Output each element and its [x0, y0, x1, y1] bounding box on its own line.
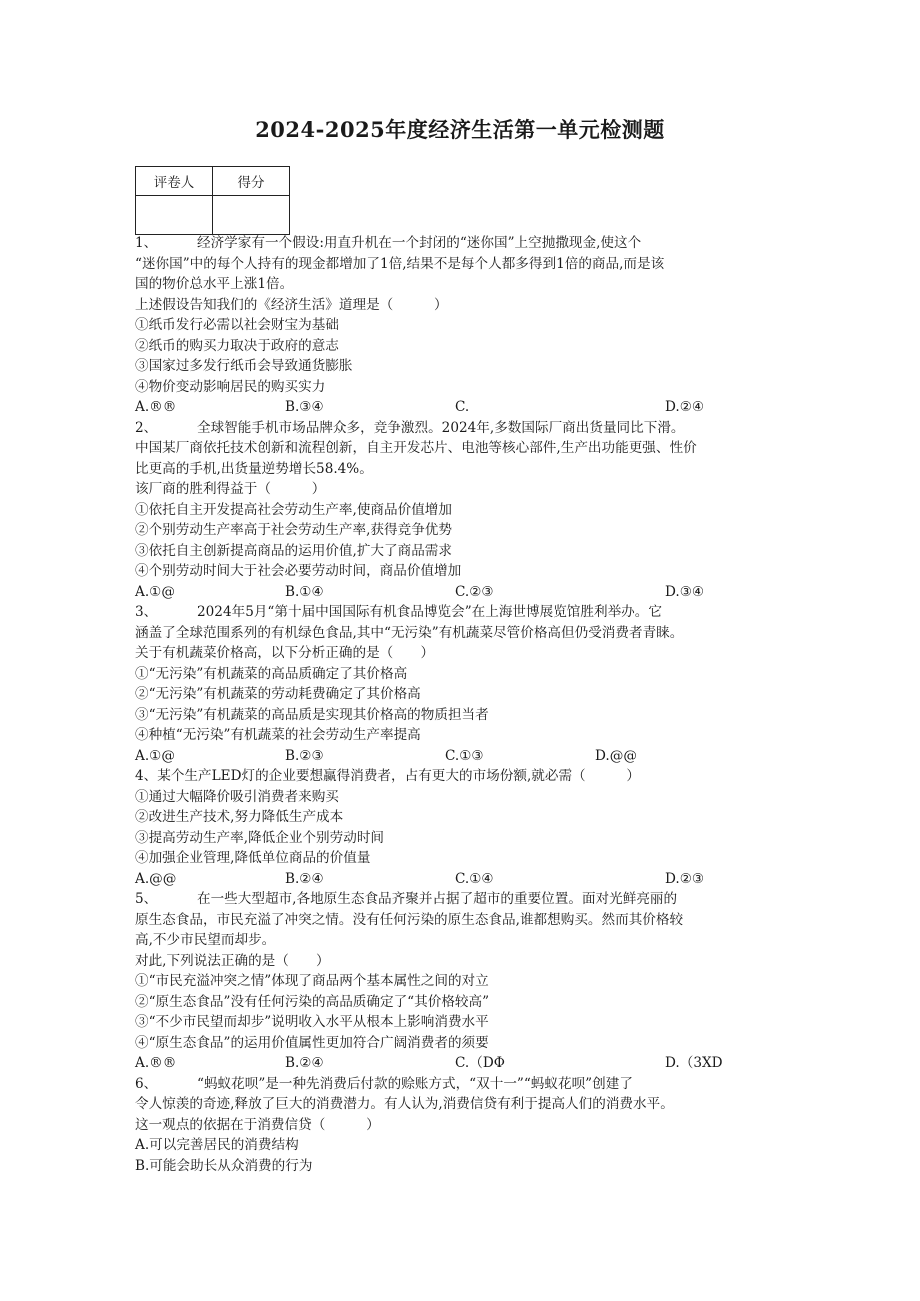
question-number: 6、 [135, 1075, 158, 1092]
question-list [135, 233, 795, 1176]
question-number: 2、 [135, 419, 158, 436]
statement-item: ①依托自主开发提高社会劳动生产率,使商品价值增加 [135, 501, 452, 518]
statement-item: ①“无污染”有机蔬菜的高品质确定了其价格高 [135, 665, 408, 682]
statement-item: ④种植“无污染”有机蔬菜的社会劳动生产率提高 [135, 727, 421, 743]
question-stem-line: 国的物价总水平上涨1倍。 [135, 276, 294, 292]
question-stem-line: 原生态食品，市民充溢了冲突之情。没有任何污染的原生态食品,谁都想购买。然而其价格较 [135, 911, 684, 928]
question-5 [135, 889, 795, 1074]
statement-item: ②“无污染”有机蔬菜的劳动耗费确定了其价格高 [135, 686, 421, 702]
question-stem-line: 令人惊羡的奇迹,释放了巨大的消费潜力。有人认为,消费信贷有利于提高人们的消费水平。 [135, 1096, 674, 1112]
option-a[interactable]: A.①@ [135, 747, 175, 764]
statement-item: ②纸币的购买力取决于政府的意志 [135, 337, 339, 354]
statement-item: ④物价变动影响居民的购买实力 [135, 378, 326, 395]
question-2 [135, 418, 795, 603]
question-number: 5、 [135, 891, 158, 907]
question-6 [135, 1074, 795, 1177]
option-b[interactable]: B.②④ [285, 870, 324, 887]
question-prompt: 对此,下列说法正确的是（ ） [135, 952, 330, 969]
question-stem-line: 全球智能手机市场品牌众多，竞争激烈。2024年,多数国际厂商出货量同比下滑。 [197, 419, 685, 436]
question-stem-line: 2024年5月“第十届中国国际有机食品博览会”在上海世博展览馆胜利举办。它 [197, 604, 662, 620]
statement-item: ②个别劳动生产率高于社会劳动生产率,获得竞争优势 [135, 522, 452, 538]
grader-header: 评卷人 [136, 167, 213, 196]
statement-item: ②改进生产技术,努力降低生产成本 [135, 809, 344, 825]
option-d[interactable]: D.②③ [665, 870, 705, 887]
statement-item: ①纸币发行必需以社会财宝为基础 [135, 317, 339, 333]
question-number: 3、 [135, 604, 158, 620]
question-stem-line: 在一些大型超市,各地原生态食品齐聚并占据了超市的重要位置。面对光鲜亮丽的 [197, 891, 678, 907]
option-c[interactable]: C.（DΦ [455, 1055, 505, 1071]
option-b[interactable]: B.②③ [285, 747, 324, 764]
question-4 [135, 766, 795, 889]
question-stem-line: 高,不少市民望而却步。 [135, 932, 276, 948]
question-stem-line: “迷你国”中的每个人持有的现金都增加了1倍,结果不是每个人都多得到1倍的商品,而是该 [135, 255, 665, 272]
option-b[interactable]: B.可能会助长从众消费的行为 [135, 1157, 313, 1174]
question-stem-line: 经济学家有一个假设:用直升机在一个封闭的“迷你国”上空抛撒现金,使这个 [197, 235, 642, 251]
question-stem-line: 涵盖了全球范围系列的有机绿色食品,其中“无污染”有机蔬菜尽管价格高但仍受消费者青睐。 [135, 624, 684, 641]
statement-item: ③依托自主创新提高商品的运用价值,扩大了商品需求 [135, 542, 452, 559]
statement-item: ③提高劳动生产率,降低企业个别劳动时间 [135, 829, 385, 846]
statement-item: ③“无污染”有机蔬菜的高品质是实现其价格高的物质担当者 [135, 706, 489, 723]
statement-item: ③“不少市民望而却步”说明收入水平从根本上影响消费水平 [135, 1014, 489, 1030]
option-a[interactable]: A.®® [135, 399, 177, 415]
answer-options [135, 869, 795, 890]
answer-options [135, 746, 795, 767]
question-prompt: 这一观点的依据在于消费信贷（ ） [135, 1116, 380, 1133]
statement-item: ①“市民充溢冲突之情”体现了商品两个基本属性之间的对立 [135, 973, 489, 989]
answer-options [135, 1053, 795, 1074]
option-a[interactable]: A.®® [135, 1055, 177, 1071]
question-prompt: 关于有机蔬菜价格高，以下分析正确的是（ ） [135, 645, 435, 661]
option-c[interactable]: C.①④ [455, 870, 494, 887]
option-c[interactable]: C. [455, 399, 470, 415]
option-d[interactable]: D.（3XD [665, 1055, 723, 1071]
statement-item: ②“原生态食品”没有任何污染的高品质确定了“其价格较高” [135, 993, 490, 1010]
option-b[interactable]: B.③④ [285, 399, 324, 415]
option-c[interactable]: C.②③ [455, 583, 494, 600]
question-1 [135, 233, 795, 418]
question-prompt: 上述假设告知我们的《经济生活》道理是（ ） [135, 296, 448, 313]
score-table [135, 166, 290, 235]
option-a[interactable]: A.@@ [135, 870, 177, 887]
question-stem-line: 某个生产LED灯的企业要想赢得消费者，占有更大的市场份额,就必需（ ） [157, 768, 641, 784]
option-c[interactable]: C.①③ [445, 747, 484, 764]
statement-item: ③国家过多发行纸币会导致通货膨胀 [135, 358, 353, 374]
question-number: 4、 [135, 768, 158, 784]
answer-options [135, 397, 795, 418]
option-b[interactable]: B.①④ [285, 583, 324, 600]
option-b[interactable]: B.②④ [285, 1055, 324, 1071]
statement-item: ①通过大幅降价吸引消费者来购买 [135, 788, 339, 805]
option-d[interactable]: D.②④ [665, 399, 705, 415]
grader-cell[interactable] [136, 196, 213, 235]
answer-options [135, 582, 795, 603]
statement-item: ④加强企业管理,降低单位商品的价值量 [135, 850, 371, 866]
statement-item: ④“原生态食品”的运用价值属性更加符合广阔消费者的须要 [135, 1034, 489, 1051]
question-stem-line: 中国某厂商依托技术创新和流程创新，自主开发芯片、电池等核心部件,生产出功能更强、性价 [135, 440, 697, 456]
page-title: 2024-2025年度经济生活第一单元检测题 [255, 117, 665, 142]
option-a[interactable]: A.可以完善居民的消费结构 [135, 1137, 299, 1153]
option-d[interactable]: D.③④ [665, 583, 705, 600]
option-d[interactable]: D.@@ [595, 747, 637, 764]
question-stem-line: “蚂蚁花呗”是一种先消费后付款的赊账方式，“双十一”“蚂蚁花呗”创建了 [197, 1075, 633, 1092]
question-prompt: 该厂商的胜利得益于（ ） [135, 481, 326, 497]
score-cell[interactable] [213, 196, 290, 235]
question-number: 1、 [135, 235, 158, 251]
question-stem-line: 比更高的手机,出货量逆势增长58.4%。 [135, 460, 373, 477]
question-3 [135, 602, 795, 766]
score-header: 得分 [213, 167, 290, 196]
option-a[interactable]: A.①@ [135, 583, 175, 600]
statement-item: ④个别劳动时间大于社会必要劳动时间，商品价值增加 [135, 563, 462, 579]
